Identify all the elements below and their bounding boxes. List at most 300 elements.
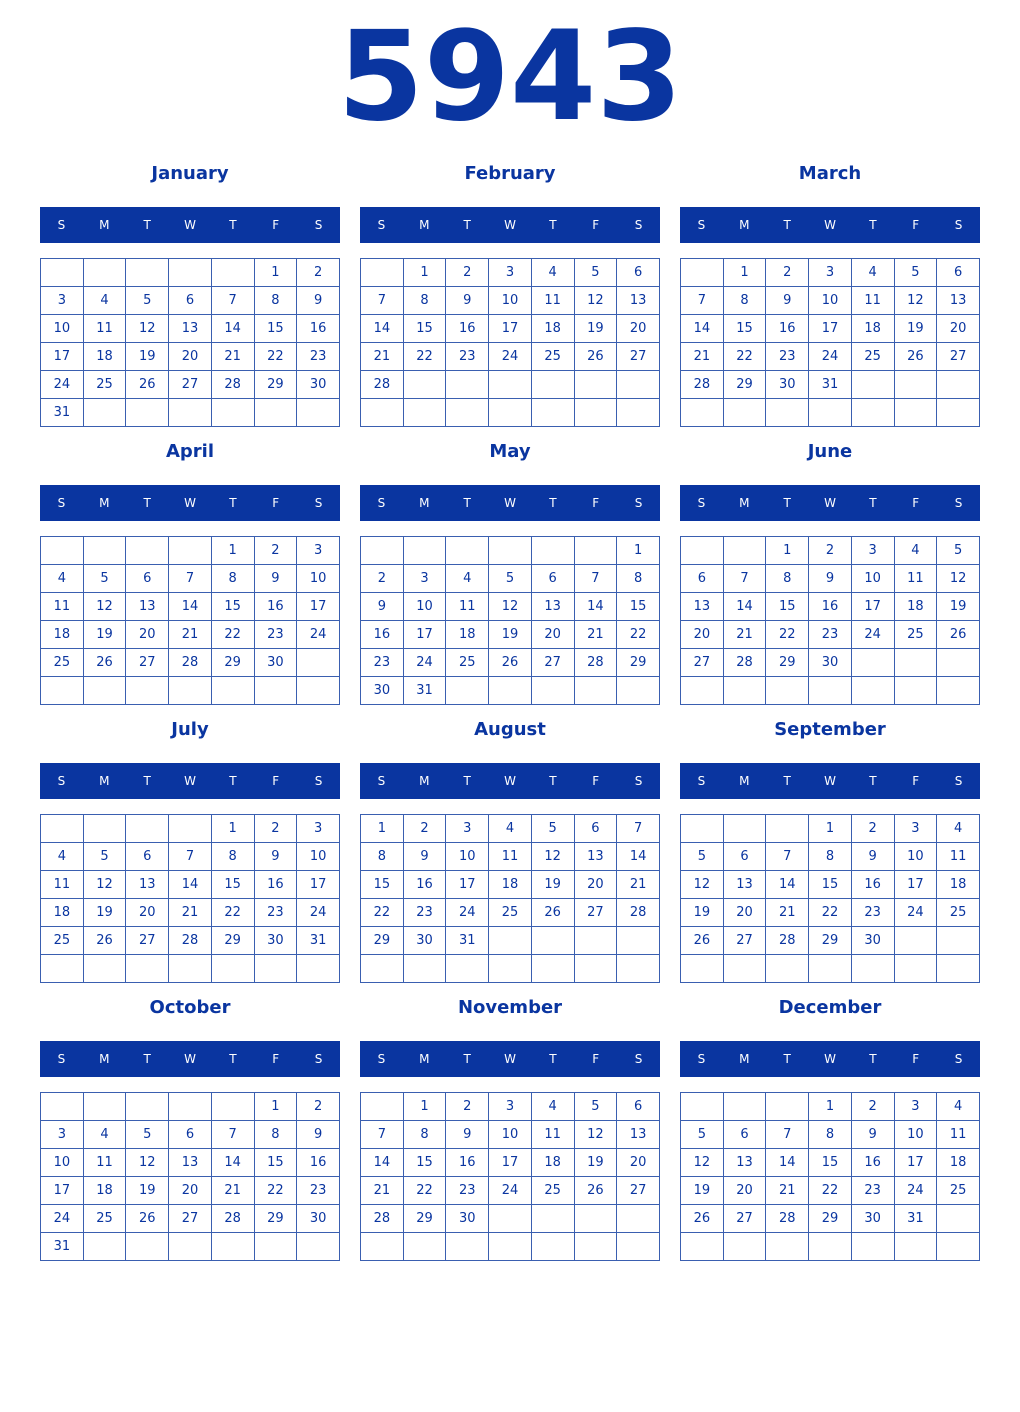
day-cell: 25 — [41, 649, 84, 677]
day-cell: 6 — [681, 565, 724, 593]
month-february — [360, 156, 660, 426]
weekday-label: T — [463, 218, 471, 232]
day-cell: 10 — [297, 843, 340, 871]
day-cell: 24 — [297, 899, 340, 927]
empty-day-cell — [937, 1233, 980, 1261]
empty-day-cell — [361, 955, 404, 983]
day-cell: 25 — [83, 371, 126, 399]
weekday-label: W — [504, 496, 516, 510]
day-cell: 28 — [617, 899, 660, 927]
day-cell: 19 — [681, 1177, 724, 1205]
empty-day-cell — [169, 1093, 212, 1121]
day-cell: 8 — [361, 843, 404, 871]
day-cell: 9 — [361, 593, 404, 621]
week-row — [361, 1149, 660, 1177]
empty-day-cell — [489, 371, 532, 399]
empty-day-cell — [489, 399, 532, 427]
day-cell: 12 — [531, 843, 574, 871]
empty-day-cell — [681, 955, 724, 983]
empty-day-cell — [723, 1233, 766, 1261]
day-cell: 29 — [211, 927, 254, 955]
day-cell: 29 — [809, 927, 852, 955]
day-cell: 20 — [723, 1177, 766, 1205]
day-grid — [360, 536, 660, 705]
weekday-label: S — [57, 1052, 66, 1066]
month-september — [680, 712, 980, 982]
empty-day-cell — [297, 1233, 340, 1261]
week-row — [361, 1093, 660, 1121]
day-cell: 10 — [894, 843, 937, 871]
weekday-header — [360, 1041, 660, 1077]
weekday-label: W — [184, 1052, 196, 1066]
empty-day-cell — [681, 399, 724, 427]
empty-day-cell — [723, 1093, 766, 1121]
month-name: April — [165, 441, 215, 462]
empty-day-cell — [403, 955, 446, 983]
day-cell: 31 — [894, 1205, 937, 1233]
day-cell: 13 — [169, 315, 212, 343]
day-cell: 9 — [851, 1121, 894, 1149]
week-row — [41, 871, 340, 899]
day-cell: 26 — [574, 1177, 617, 1205]
weekday-label: M — [99, 1052, 110, 1066]
weekday-label: T — [549, 218, 557, 232]
weekday-label: S — [954, 774, 963, 788]
day-cell: 10 — [41, 315, 84, 343]
day-cell: 12 — [489, 593, 532, 621]
day-cell: 2 — [766, 259, 809, 287]
day-cell: 27 — [574, 899, 617, 927]
week-row — [41, 649, 340, 677]
empty-day-cell — [937, 955, 980, 983]
day-cell: 14 — [211, 1149, 254, 1177]
day-cell: 28 — [211, 371, 254, 399]
month-june — [680, 434, 980, 704]
empty-day-cell — [617, 955, 660, 983]
week-row — [361, 871, 660, 899]
weekday-label: S — [377, 1052, 386, 1066]
day-cell: 3 — [489, 259, 532, 287]
day-cell: 19 — [937, 593, 980, 621]
weekday-label: T — [229, 1052, 237, 1066]
day-cell: 9 — [446, 287, 489, 315]
day-cell: 13 — [169, 1149, 212, 1177]
month-name: March — [798, 163, 862, 184]
day-cell: 2 — [446, 259, 489, 287]
day-cell: 26 — [489, 649, 532, 677]
day-cell: 26 — [894, 343, 937, 371]
weekday-label: T — [549, 1052, 557, 1066]
week-row — [681, 565, 980, 593]
week-row — [41, 1177, 340, 1205]
week-row — [681, 1205, 980, 1233]
day-cell: 3 — [297, 537, 340, 565]
weekday-label: S — [314, 1052, 323, 1066]
day-cell: 22 — [809, 1177, 852, 1205]
empty-day-cell — [83, 677, 126, 705]
day-cell: 11 — [937, 843, 980, 871]
week-row — [681, 1121, 980, 1149]
day-cell: 13 — [574, 843, 617, 871]
weekday-label: T — [143, 774, 151, 788]
empty-day-cell — [617, 927, 660, 955]
day-cell: 6 — [126, 565, 169, 593]
day-cell: 28 — [211, 1205, 254, 1233]
empty-day-cell — [169, 1233, 212, 1261]
day-cell: 27 — [126, 649, 169, 677]
week-row — [681, 315, 980, 343]
week-row — [41, 593, 340, 621]
month-name: July — [171, 719, 209, 740]
day-cell: 28 — [361, 371, 404, 399]
weekday-label: W — [824, 496, 836, 510]
day-cell: 12 — [126, 315, 169, 343]
day-cell: 16 — [297, 1149, 340, 1177]
week-row — [681, 815, 980, 843]
day-cell: 27 — [617, 1177, 660, 1205]
week-row — [361, 899, 660, 927]
day-cell: 9 — [297, 287, 340, 315]
day-cell: 3 — [894, 815, 937, 843]
week-row — [361, 371, 660, 399]
day-cell: 15 — [403, 315, 446, 343]
day-cell: 13 — [723, 1149, 766, 1177]
day-cell: 18 — [894, 593, 937, 621]
day-cell: 22 — [723, 343, 766, 371]
empty-day-cell — [41, 1093, 84, 1121]
weekday-label: M — [99, 774, 110, 788]
day-cell: 22 — [254, 343, 297, 371]
empty-day-cell — [297, 399, 340, 427]
empty-day-cell — [489, 1205, 532, 1233]
day-cell: 8 — [809, 1121, 852, 1149]
day-cell: 14 — [617, 843, 660, 871]
weekday-label: W — [184, 496, 196, 510]
day-grid — [360, 814, 660, 983]
day-cell: 19 — [531, 871, 574, 899]
empty-day-cell — [937, 927, 980, 955]
weekday-label: S — [634, 496, 643, 510]
week-row — [681, 537, 980, 565]
month-december — [680, 990, 980, 1260]
day-cell: 15 — [809, 871, 852, 899]
day-cell: 27 — [937, 343, 980, 371]
day-cell: 25 — [937, 899, 980, 927]
day-cell: 3 — [809, 259, 852, 287]
empty-day-cell — [766, 1093, 809, 1121]
week-row — [361, 1233, 660, 1261]
day-cell: 10 — [446, 843, 489, 871]
day-cell: 5 — [531, 815, 574, 843]
day-cell: 4 — [83, 1121, 126, 1149]
day-cell: 7 — [617, 815, 660, 843]
weekday-label: S — [634, 1052, 643, 1066]
weekday-label: W — [184, 774, 196, 788]
day-cell: 22 — [617, 621, 660, 649]
day-cell: 3 — [851, 537, 894, 565]
day-cell: 14 — [723, 593, 766, 621]
day-cell: 19 — [83, 621, 126, 649]
day-cell: 3 — [894, 1093, 937, 1121]
day-cell: 30 — [851, 927, 894, 955]
month-name: January — [151, 163, 229, 184]
day-cell: 26 — [681, 927, 724, 955]
day-cell: 20 — [169, 1177, 212, 1205]
week-row — [41, 399, 340, 427]
day-cell: 10 — [894, 1121, 937, 1149]
weekday-header — [40, 1041, 340, 1077]
empty-day-cell — [574, 399, 617, 427]
empty-day-cell — [489, 537, 532, 565]
day-cell: 10 — [41, 1149, 84, 1177]
weekday-label: W — [824, 774, 836, 788]
day-cell: 28 — [681, 371, 724, 399]
day-cell: 9 — [809, 565, 852, 593]
day-cell: 9 — [254, 565, 297, 593]
day-grid — [680, 258, 980, 427]
weekday-label: T — [869, 218, 877, 232]
day-cell: 17 — [489, 315, 532, 343]
week-row — [361, 259, 660, 287]
weekday-label: T — [783, 218, 791, 232]
day-cell: 7 — [766, 843, 809, 871]
day-cell: 7 — [169, 843, 212, 871]
day-cell: 15 — [617, 593, 660, 621]
weekday-label: S — [314, 774, 323, 788]
month-march — [680, 156, 980, 426]
day-cell: 8 — [723, 287, 766, 315]
empty-day-cell — [83, 259, 126, 287]
weekday-label: T — [463, 774, 471, 788]
day-cell: 23 — [297, 1177, 340, 1205]
day-cell: 5 — [126, 1121, 169, 1149]
weekday-label: S — [697, 774, 706, 788]
day-cell: 6 — [126, 843, 169, 871]
day-cell: 4 — [41, 843, 84, 871]
day-cell: 6 — [723, 1121, 766, 1149]
weekday-label: W — [184, 218, 196, 232]
week-row — [361, 955, 660, 983]
week-row — [41, 899, 340, 927]
day-cell: 9 — [297, 1121, 340, 1149]
empty-day-cell — [169, 259, 212, 287]
week-row — [361, 621, 660, 649]
empty-day-cell — [126, 815, 169, 843]
empty-day-cell — [617, 399, 660, 427]
day-cell: 11 — [83, 1149, 126, 1177]
week-row — [41, 315, 340, 343]
day-cell: 19 — [489, 621, 532, 649]
week-row — [681, 259, 980, 287]
empty-day-cell — [894, 677, 937, 705]
day-cell: 16 — [851, 1149, 894, 1177]
empty-day-cell — [894, 955, 937, 983]
empty-day-cell — [681, 537, 724, 565]
weekday-label: M — [419, 774, 430, 788]
empty-day-cell — [574, 537, 617, 565]
empty-day-cell — [41, 259, 84, 287]
empty-day-cell — [617, 1233, 660, 1261]
empty-day-cell — [894, 927, 937, 955]
month-name: September — [774, 719, 886, 740]
day-cell: 22 — [766, 621, 809, 649]
weekday-label: F — [912, 496, 920, 510]
day-cell: 19 — [83, 899, 126, 927]
day-cell: 17 — [297, 593, 340, 621]
day-cell: 28 — [169, 927, 212, 955]
empty-day-cell — [446, 1233, 489, 1261]
week-row — [361, 1205, 660, 1233]
day-cell: 10 — [489, 1121, 532, 1149]
day-cell: 31 — [809, 371, 852, 399]
week-row — [41, 259, 340, 287]
year-title: 5943 — [337, 5, 683, 149]
day-cell: 29 — [254, 371, 297, 399]
weekday-label: S — [377, 496, 386, 510]
week-row — [41, 677, 340, 705]
day-cell: 1 — [254, 1093, 297, 1121]
weekday-label: S — [377, 774, 386, 788]
empty-day-cell — [574, 927, 617, 955]
week-row — [361, 649, 660, 677]
day-cell: 7 — [681, 287, 724, 315]
day-cell: 25 — [83, 1205, 126, 1233]
empty-day-cell — [531, 537, 574, 565]
weekday-label: S — [57, 774, 66, 788]
day-cell: 2 — [851, 1093, 894, 1121]
empty-day-cell — [766, 815, 809, 843]
day-cell: 21 — [681, 343, 724, 371]
weekday-label: M — [739, 496, 750, 510]
day-cell: 21 — [169, 621, 212, 649]
weekday-label: S — [697, 496, 706, 510]
day-cell: 31 — [41, 399, 84, 427]
day-cell: 12 — [574, 287, 617, 315]
empty-day-cell — [403, 399, 446, 427]
empty-day-cell — [254, 1233, 297, 1261]
day-cell: 20 — [723, 899, 766, 927]
weekday-label: T — [143, 1052, 151, 1066]
weekday-header — [360, 485, 660, 521]
week-row — [41, 1149, 340, 1177]
day-cell: 23 — [446, 1177, 489, 1205]
day-cell: 23 — [766, 343, 809, 371]
empty-day-cell — [809, 1233, 852, 1261]
day-cell: 2 — [254, 537, 297, 565]
weekday-label: S — [314, 496, 323, 510]
day-cell: 12 — [681, 1149, 724, 1177]
empty-day-cell — [681, 1233, 724, 1261]
weekday-label: M — [419, 1052, 430, 1066]
day-cell: 5 — [681, 843, 724, 871]
day-cell: 13 — [681, 593, 724, 621]
empty-day-cell — [169, 399, 212, 427]
empty-day-cell — [809, 677, 852, 705]
weekday-label: S — [697, 218, 706, 232]
day-cell: 5 — [681, 1121, 724, 1149]
weekday-label: F — [592, 496, 600, 510]
empty-day-cell — [403, 537, 446, 565]
weekday-label: F — [272, 774, 280, 788]
day-cell: 1 — [617, 537, 660, 565]
week-row — [361, 1121, 660, 1149]
day-cell: 12 — [83, 593, 126, 621]
day-cell: 27 — [681, 649, 724, 677]
day-cell: 2 — [361, 565, 404, 593]
empty-day-cell — [446, 399, 489, 427]
day-cell: 4 — [489, 815, 532, 843]
week-row — [41, 537, 340, 565]
day-cell: 25 — [446, 649, 489, 677]
day-cell: 1 — [361, 815, 404, 843]
day-cell: 6 — [617, 259, 660, 287]
empty-day-cell — [446, 371, 489, 399]
day-cell: 15 — [254, 315, 297, 343]
empty-day-cell — [446, 955, 489, 983]
day-cell: 19 — [126, 343, 169, 371]
empty-day-cell — [41, 955, 84, 983]
day-cell: 11 — [531, 1121, 574, 1149]
day-cell: 24 — [809, 343, 852, 371]
week-row — [681, 871, 980, 899]
day-cell: 22 — [211, 899, 254, 927]
day-cell: 1 — [403, 1093, 446, 1121]
day-cell: 14 — [169, 871, 212, 899]
day-cell: 28 — [169, 649, 212, 677]
month-name: December — [778, 997, 882, 1018]
day-cell: 12 — [574, 1121, 617, 1149]
empty-day-cell — [937, 649, 980, 677]
day-cell: 20 — [681, 621, 724, 649]
day-cell: 10 — [809, 287, 852, 315]
week-row — [361, 677, 660, 705]
empty-day-cell — [83, 955, 126, 983]
day-cell: 21 — [361, 343, 404, 371]
empty-day-cell — [937, 1205, 980, 1233]
day-cell: 19 — [574, 315, 617, 343]
week-row — [41, 1093, 340, 1121]
day-cell: 6 — [169, 1121, 212, 1149]
weekday-label: F — [912, 218, 920, 232]
empty-day-cell — [937, 677, 980, 705]
day-cell: 2 — [254, 815, 297, 843]
day-cell: 27 — [169, 371, 212, 399]
empty-day-cell — [681, 259, 724, 287]
day-cell: 23 — [254, 621, 297, 649]
day-cell: 7 — [169, 565, 212, 593]
day-cell: 5 — [894, 259, 937, 287]
week-row — [361, 537, 660, 565]
day-cell: 1 — [809, 815, 852, 843]
empty-day-cell — [126, 955, 169, 983]
week-row — [681, 1149, 980, 1177]
day-cell: 24 — [446, 899, 489, 927]
empty-day-cell — [574, 1205, 617, 1233]
empty-day-cell — [531, 371, 574, 399]
weekday-label: M — [739, 218, 750, 232]
day-cell: 26 — [574, 343, 617, 371]
day-cell: 23 — [851, 899, 894, 927]
weekday-label: S — [954, 1052, 963, 1066]
day-cell: 22 — [211, 621, 254, 649]
day-cell: 14 — [169, 593, 212, 621]
day-cell: 25 — [851, 343, 894, 371]
empty-day-cell — [211, 1093, 254, 1121]
day-cell: 29 — [723, 371, 766, 399]
empty-day-cell — [766, 399, 809, 427]
month-name: August — [474, 719, 546, 740]
weekday-label: M — [419, 218, 430, 232]
